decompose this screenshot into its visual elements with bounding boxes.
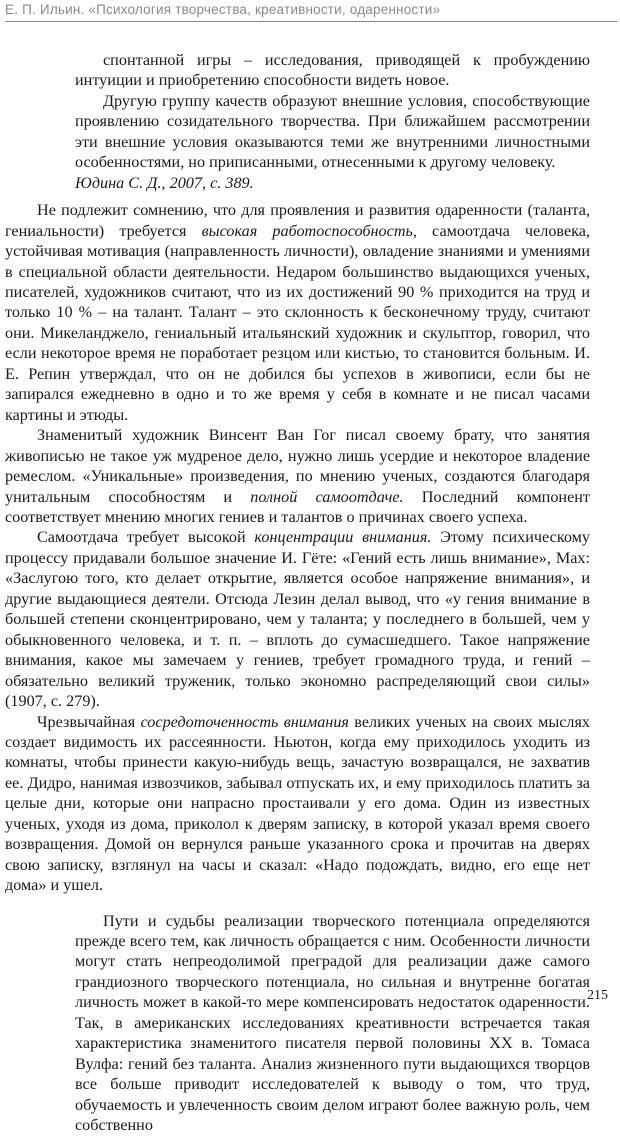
body-paragraph-4 <box>5 712 590 896</box>
text: Не подлежит сомнению, что для проявления и развития одаренности (таланта, гениальности) требуется <box>5 201 590 240</box>
text: Этому психическому процессу придавали большое значение И. Гёте: «Гений есть лишь внимание», Мах: «Заслугою того, кто делает открытие, является особое напряжение внимания», и другие выдающиеся деятели. Отсюда Лезин делал вывод, что «у гения внимание в большей степени сконцентрировано, чем у таланта; у последнего в большей, чем у обыкновенного человека, и т. п. – вплоть до сумасшедшего. Такое напряжение внимания, какое мы замечаем у гениев, требует громадного труда, и гений – обязательно великий труженик, только экономно распределяющий свои силы» (1907, с. 279). <box>5 528 590 711</box>
text: великих ученых на своих мыслях создает видимость их рассеянности. Ньютон, когда ему приходилось уходить из комнаты, чтобы принести какую-нибудь вещь, зачастую возвращался, не захватив ее. Дидро, нанимая извозчиков, забывал отпускать их, и ему приходилось платить за целые дни, которые они напрасно простаивали у его дома. Один из известных ученых, уходя из дома, приколол к дверям записку, в которой указал время своего возвращения. Домой он вернулся раньше указанного срока и прочитав на дверях свою записку, взглянул на часы и сказал: «Надо подождать, видно, его еще нет дома» и ушел. <box>5 712 590 895</box>
quote-block <box>75 50 590 193</box>
emphasis: высокая работоспособность, <box>201 221 417 240</box>
quote-paragraph: Другую группу качеств образуют внешние условия, способствующие проявлению созидательного творчества. При ближайшем рассмотрении эти внешние условия оказываются теми же внутренними личностными особенностями, но приписанными, отнесенными к другому человеку. <box>75 91 590 172</box>
quote-continuation: спонтанной игры – исследования, приводящей к пробуждению интуиции и приобретению способности видеть новое. <box>75 51 590 90</box>
body-paragraph-1 <box>5 200 590 425</box>
text: Знаменитый художник Винсент Ван Гог писал своему брату, что занятия живописью не такое уж мудреное дело, нужно лишь усердие и некоторое владение ремеслом. «Уникальные» произведения, по мнению ученых, создаются благодаря унитальным способностям и <box>5 426 590 506</box>
emphasis: концентрации внимания. <box>254 528 432 547</box>
text: самоотдача человека, устойчивая мотивация (направленность личности), овладение знаниями и умениями в специальной области деятельности. Недаром большинство выдающихся ученых, писателей, художников считают, что из их достижений 90 % приходится на труд и только 10 % – на талант. Талант – это склонность к бесконечному труду, считают они. Микеланджело, гениальный итальянский художник и скульптор, говорил, что если некоторое время не поработает резцом или кистью, то становится больным. И. Е. Репин утверждал, что он не добился бы успехов в живописи, если бы не запирался ежедневно в одно и то же время у себя в комнате и не писал часами картины и этюды. <box>5 221 591 424</box>
running-header: Е. П. Ильин. «Психология творчества, креативности, одаренности» <box>5 2 441 17</box>
emphasis: полной самоотдаче. <box>250 487 404 506</box>
body-paragraph-2 <box>5 425 590 527</box>
text: Последний компонент соответствует мнению многих гениев и талантов о причинах своего успеха. <box>5 487 591 526</box>
quote-block-2 <box>75 911 590 1136</box>
page-body <box>5 50 590 1136</box>
body-paragraph-3 <box>5 527 590 711</box>
text: Чрезвычайная <box>37 712 141 731</box>
quote-source: Юдина С. Д., 2007, с. 389. <box>75 173 254 192</box>
page-number: 215 <box>587 988 608 1003</box>
header-divider <box>5 21 617 22</box>
text: Самоотдача требует высокой <box>37 528 255 547</box>
quote-paragraph-2: Пути и судьбы реализации творческого потенциала определяются прежде всего тем, как личность обращается с ним. Особенности личности могут стать непреодолимой преградой для реализации даже самого грандиозного творческого потенциала, но сильная и внутренне богатая личность может в какой-то мере компенсировать недостаток одаренности. Так, в американских исследованиях креативности встречается такая характеристика знаменитого писателя первой половины XX в. Томаса Вулфа: гений без таланта. Анализ жизненного пути выдающихся творцов все больше приводит исследователей к выводу о том, что труд, обучаемость и увлеченность своим делом играют более важную роль, чем собственно <box>75 911 590 1135</box>
emphasis: сосредоточенность внимания <box>140 712 349 731</box>
